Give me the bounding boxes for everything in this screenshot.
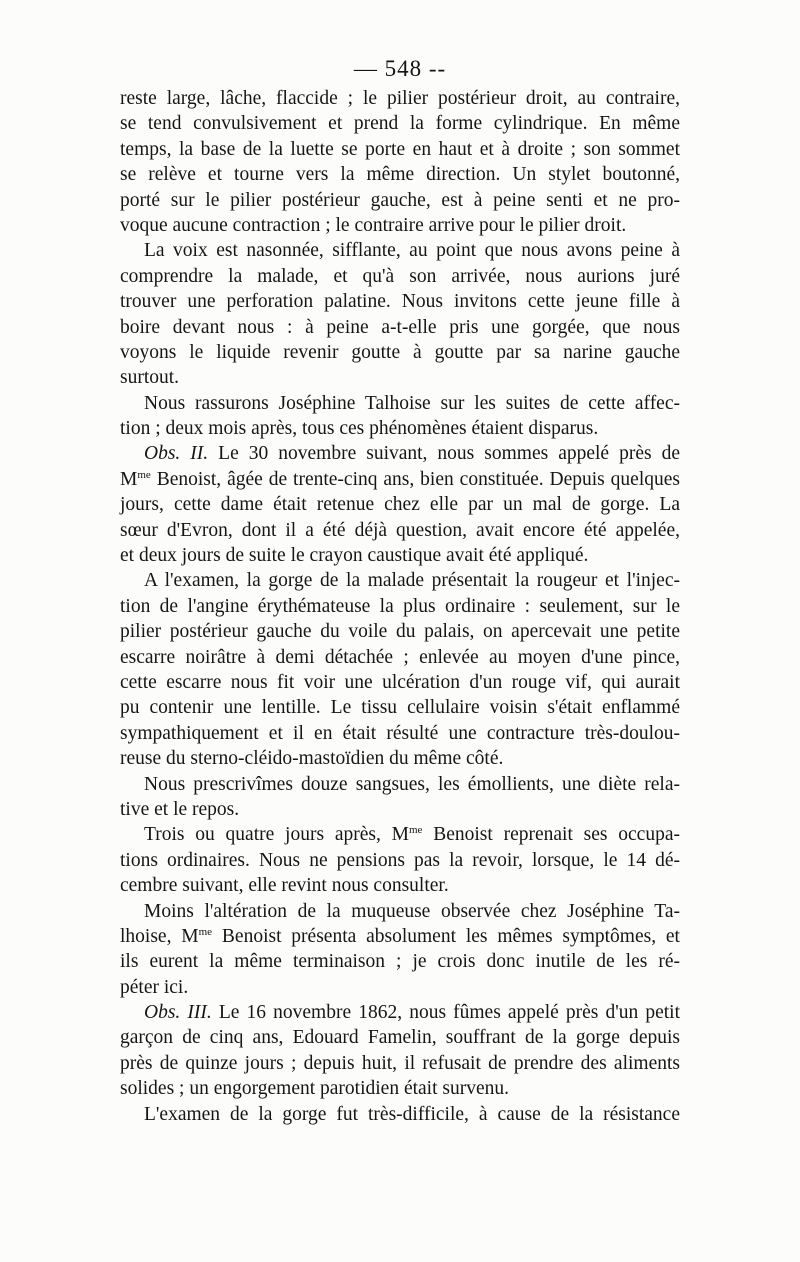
text-line: se relève et tourne vers la même direction. Un stylet boutonné, — [120, 164, 680, 186]
text-line: et deux jours de suite le crayon caustique avait été appliqué. — [120, 545, 589, 567]
text-line: temps, la base de la luette se porte en haut et à droite ; son sommet — [120, 138, 680, 160]
text-line: boire devant nous : à peine a-t-elle pris une gorgée, que nous — [120, 316, 680, 338]
text-line: garçon de cinq ans, Edouard Famelin, souffrant de la gorge depuis — [120, 1027, 680, 1049]
text-line: reuse du sterno-cléido-mastoïdien du même côté. — [120, 748, 504, 770]
text-line: tive et le repos. — [120, 798, 240, 820]
text-line: L'examen de la gorge fut très-difficile, à cause de la résistance — [144, 1103, 680, 1125]
text-line: cette escarre nous fit voir une ulcération d'un rouge vif, qui aurait — [120, 671, 680, 693]
text-line: se tend convulsivement et prend la forme cylindrique. En même — [120, 113, 680, 135]
text-line: pilier postérieur gauche du voile du palais, on apercevait une petite — [120, 621, 680, 643]
text-line: Obs. II. Le 30 novembre suivant, nous sommes appelé près de — [144, 443, 680, 465]
text-line: comprendre la malade, et qu'à son arrivée, nous aurions juré — [120, 265, 680, 287]
text-line: sœur d'Evron, dont il a été déjà question, avait encore été appelée, — [120, 519, 680, 541]
text-line: $M^{me}$ Benoist, âgée de trente-cinq ans, bien constituée. Depuis quelques — [120, 468, 680, 490]
page-number: — 548 -- — [353, 56, 447, 81]
text-line: tions ordinaires. Nous ne pensions pas la revoir, lorsque, le 14 dé- — [120, 849, 680, 871]
text-line: reste large, lâche, flaccide ; le pilier postérieur droit, au contraire, — [120, 88, 680, 109]
text-line: porté sur le pilier postérieur gauche, est à peine senti et ne pro- — [120, 189, 680, 211]
text-line: Trois ou quatre jours après, $M^{me}$ Benoist reprenait ses occupa- — [144, 824, 680, 846]
text-line: jours, cette dame était retenue chez elle par un mal de gorge. La — [120, 494, 680, 516]
text-line: surtout. — [120, 367, 180, 389]
text-line: ils eurent la même terminaison ; je crois donc inutile de les ré- — [120, 951, 680, 973]
text-line: voyons le liquide revenir goutte à goutte par sa narine gauche — [120, 341, 680, 363]
text-line: tion de l'angine érythémateuse la plus ordinaire : seulement, sur le — [120, 595, 680, 617]
text-line: escarre noirâtre à demi détachée ; enlevée au moyen d'une pince, — [120, 646, 680, 668]
text-line: près de quinze jours ; depuis huit, il refusait de prendre des aliments — [120, 1052, 680, 1074]
text-line: Nous rassurons Joséphine Talhoise sur les suites de cette affec- — [144, 392, 680, 414]
text-line: Obs. III. Le 16 novembre 1862, nous fûmes appelé près d'un petit — [144, 1002, 681, 1024]
body-text — [120, 86, 680, 1127]
text-line: cembre suivant, elle revint nous consulter. — [120, 875, 449, 897]
text-line: Nous prescrivîmes douze sangsues, les émollients, une diète rela- — [144, 773, 680, 795]
text-line: trouver une perforation palatine. Nous invitons cette jeune fille à — [120, 291, 680, 313]
text-line: sympathiquement et il en était résulté une contracture très-doulou- — [120, 722, 680, 744]
text-line: Moins l'altération de la muqueuse observée chez Joséphine Ta- — [144, 900, 680, 922]
text-line: voque aucune contraction ; le contraire arrive pour le pilier droit. — [120, 214, 627, 236]
text-line: péter ici. — [120, 976, 189, 998]
text-line: tion ; deux mois après, tous ces phénomènes étaient disparus. — [120, 418, 599, 440]
text-line: lhoise, $M^{me}$ Benoist présenta absolument les mêmes symptômes, et — [120, 925, 680, 947]
text-line: A l'examen, la gorge de la malade présentait la rougeur et l'injec- — [144, 570, 680, 592]
text-line: pu contenir une lentille. Le tissu cellulaire voisin s'était enflammé — [120, 697, 680, 719]
text-line: La voix est nasonnée, sifflante, au point que nous avons peine à — [144, 240, 680, 262]
text-line: solides ; un engorgement parotidien était survenu. — [120, 1078, 510, 1100]
